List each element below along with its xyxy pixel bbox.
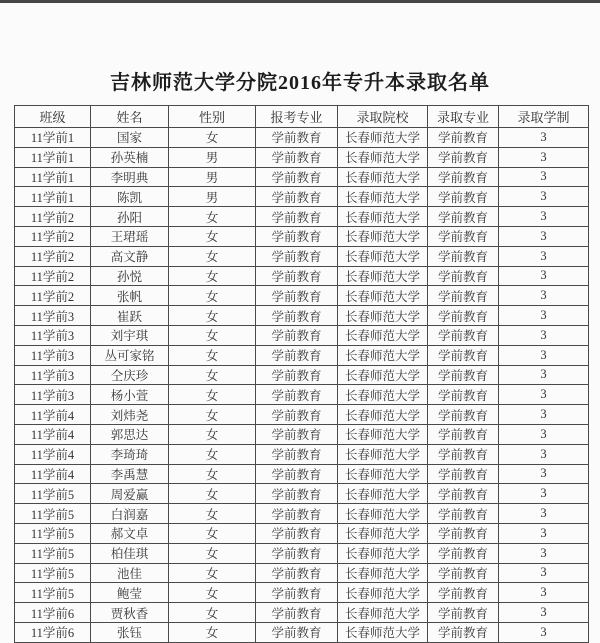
table-row bbox=[15, 464, 589, 484]
table-row bbox=[15, 207, 589, 227]
table-cell: 3 bbox=[499, 345, 589, 365]
table-cell: 11学前3 bbox=[15, 385, 91, 405]
table-cell: 女 bbox=[169, 286, 256, 306]
table-cell: 3 bbox=[499, 306, 589, 326]
table-cell: 女 bbox=[169, 543, 256, 563]
table-cell: 11学前1 bbox=[15, 147, 91, 167]
table-cell: 长春师范大学 bbox=[338, 167, 428, 187]
table-cell: 学前教育 bbox=[428, 345, 499, 365]
table-row bbox=[15, 167, 589, 187]
table-row bbox=[15, 603, 589, 623]
table-cell: 学前教育 bbox=[428, 286, 499, 306]
table-cell: 学前教育 bbox=[256, 128, 338, 148]
table-cell: 3 bbox=[499, 365, 589, 385]
table-cell: 长春师范大学 bbox=[338, 306, 428, 326]
table-cell: 长春师范大学 bbox=[338, 484, 428, 504]
table-row bbox=[15, 266, 589, 286]
table-cell: 3 bbox=[499, 424, 589, 444]
table-cell: 女 bbox=[169, 444, 256, 464]
table-cell: 男 bbox=[169, 187, 256, 207]
table-cell: 长春师范大学 bbox=[338, 246, 428, 266]
table-cell: 学前教育 bbox=[428, 583, 499, 603]
table-cell: 学前教育 bbox=[256, 306, 338, 326]
table-cell: 学前教育 bbox=[256, 603, 338, 623]
table-cell: 女 bbox=[169, 583, 256, 603]
table-cell: 11学前2 bbox=[15, 286, 91, 306]
table-cell: 3 bbox=[499, 325, 589, 345]
table-cell: 女 bbox=[169, 128, 256, 148]
table-cell: 11学前4 bbox=[15, 424, 91, 444]
table-cell: 学前教育 bbox=[256, 484, 338, 504]
table-cell: 11学前6 bbox=[15, 622, 91, 642]
table-cell: 长春师范大学 bbox=[338, 563, 428, 583]
table-cell: 学前教育 bbox=[428, 385, 499, 405]
column-header: 姓名 bbox=[91, 106, 169, 128]
table-cell: 贾秋香 bbox=[91, 603, 169, 623]
table-cell: 女 bbox=[169, 563, 256, 583]
table-cell: 学前教育 bbox=[428, 622, 499, 642]
table-cell: 学前教育 bbox=[428, 444, 499, 464]
table-cell: 女 bbox=[169, 504, 256, 524]
table-cell: 3 bbox=[499, 583, 589, 603]
table-cell: 女 bbox=[169, 365, 256, 385]
table-cell: 女 bbox=[169, 345, 256, 365]
table-cell: 学前教育 bbox=[428, 226, 499, 246]
table-row bbox=[15, 444, 589, 464]
table-cell: 学前教育 bbox=[256, 563, 338, 583]
table-cell: 长春师范大学 bbox=[338, 424, 428, 444]
table-cell: 男 bbox=[169, 167, 256, 187]
table-cell: 长春师范大学 bbox=[338, 385, 428, 405]
table-cell: 11学前5 bbox=[15, 563, 91, 583]
table-cell: 学前教育 bbox=[256, 266, 338, 286]
table-cell: 11学前4 bbox=[15, 444, 91, 464]
table-cell: 女 bbox=[169, 523, 256, 543]
table-row bbox=[15, 405, 589, 425]
table-row bbox=[15, 246, 589, 266]
table-cell: 长春师范大学 bbox=[338, 603, 428, 623]
table-cell: 3 bbox=[499, 444, 589, 464]
table-cell: 11学前5 bbox=[15, 523, 91, 543]
table-cell: 11学前4 bbox=[15, 405, 91, 425]
table-cell: 女 bbox=[169, 226, 256, 246]
table-cell: 长春师范大学 bbox=[338, 444, 428, 464]
table-cell: 学前教育 bbox=[428, 128, 499, 148]
table-cell: 学前教育 bbox=[428, 523, 499, 543]
table-cell: 国家 bbox=[91, 128, 169, 148]
table-cell: 女 bbox=[169, 325, 256, 345]
table-cell: 女 bbox=[169, 405, 256, 425]
table-cell: 学前教育 bbox=[256, 424, 338, 444]
table-cell: 11学前1 bbox=[15, 187, 91, 207]
table-cell: 学前教育 bbox=[256, 622, 338, 642]
column-header: 录取专业 bbox=[428, 106, 499, 128]
table-cell: 11学前5 bbox=[15, 504, 91, 524]
table-cell: 11学前5 bbox=[15, 583, 91, 603]
table-cell: 池佳 bbox=[91, 563, 169, 583]
table-cell: 11学前6 bbox=[15, 603, 91, 623]
table-cell: 刘宇琪 bbox=[91, 325, 169, 345]
table-cell: 杨小萱 bbox=[91, 385, 169, 405]
table-cell: 长春师范大学 bbox=[338, 405, 428, 425]
table-cell: 白润嘉 bbox=[91, 504, 169, 524]
table-row bbox=[15, 622, 589, 642]
table-cell: 长春师范大学 bbox=[338, 187, 428, 207]
table-cell: 学前教育 bbox=[428, 464, 499, 484]
table-cell: 3 bbox=[499, 405, 589, 425]
table-cell: 11学前2 bbox=[15, 246, 91, 266]
table-cell: 学前教育 bbox=[428, 365, 499, 385]
table-cell: 3 bbox=[499, 286, 589, 306]
table-cell: 孙悦 bbox=[91, 266, 169, 286]
table-row bbox=[15, 424, 589, 444]
table-cell: 3 bbox=[499, 187, 589, 207]
table-row bbox=[15, 504, 589, 524]
table-cell: 学前教育 bbox=[256, 504, 338, 524]
table-cell: 3 bbox=[499, 563, 589, 583]
table-cell: 11学前3 bbox=[15, 325, 91, 345]
table-cell: 学前教育 bbox=[256, 523, 338, 543]
table-cell: 女 bbox=[169, 266, 256, 286]
table-cell: 学前教育 bbox=[256, 147, 338, 167]
table-cell: 周爱赢 bbox=[91, 484, 169, 504]
table-row bbox=[15, 128, 589, 148]
table-cell: 学前教育 bbox=[256, 444, 338, 464]
table-cell: 陈凯 bbox=[91, 187, 169, 207]
table-cell: 女 bbox=[169, 603, 256, 623]
table-cell: 3 bbox=[499, 543, 589, 563]
table-row bbox=[15, 147, 589, 167]
table-cell: 王珺瑶 bbox=[91, 226, 169, 246]
table-cell: 张钰 bbox=[91, 622, 169, 642]
table-cell: 长春师范大学 bbox=[338, 365, 428, 385]
column-header: 报考专业 bbox=[256, 106, 338, 128]
table-cell: 3 bbox=[499, 504, 589, 524]
table-cell: 长春师范大学 bbox=[338, 286, 428, 306]
table-cell: 11学前4 bbox=[15, 464, 91, 484]
column-header: 录取院校 bbox=[338, 106, 428, 128]
column-header: 性别 bbox=[169, 106, 256, 128]
table-cell: 学前教育 bbox=[256, 286, 338, 306]
table-cell: 长春师范大学 bbox=[338, 622, 428, 642]
table-cell: 3 bbox=[499, 266, 589, 286]
table-cell: 女 bbox=[169, 306, 256, 326]
table-cell: 长春师范大学 bbox=[338, 464, 428, 484]
table-cell: 郝文卓 bbox=[91, 523, 169, 543]
table-cell: 学前教育 bbox=[428, 325, 499, 345]
table-cell: 11学前3 bbox=[15, 365, 91, 385]
table-cell: 柏佳琪 bbox=[91, 543, 169, 563]
table-cell: 长春师范大学 bbox=[338, 583, 428, 603]
table-cell: 3 bbox=[499, 385, 589, 405]
table-cell: 学前教育 bbox=[256, 543, 338, 563]
table-cell: 长春师范大学 bbox=[338, 523, 428, 543]
table-cell: 女 bbox=[169, 246, 256, 266]
table-cell: 3 bbox=[499, 464, 589, 484]
table-cell: 11学前2 bbox=[15, 226, 91, 246]
table-cell: 学前教育 bbox=[256, 583, 338, 603]
table-cell: 长春师范大学 bbox=[338, 266, 428, 286]
table-cell: 3 bbox=[499, 167, 589, 187]
table-cell: 长春师范大学 bbox=[338, 504, 428, 524]
table-cell: 3 bbox=[499, 603, 589, 623]
table-cell: 学前教育 bbox=[428, 603, 499, 623]
table-cell: 11学前1 bbox=[15, 167, 91, 187]
table-row bbox=[15, 523, 589, 543]
table-row bbox=[15, 563, 589, 583]
table-cell: 张帆 bbox=[91, 286, 169, 306]
table-cell: 学前教育 bbox=[428, 484, 499, 504]
table-cell: 3 bbox=[499, 622, 589, 642]
table-cell: 学前教育 bbox=[256, 246, 338, 266]
table-cell: 学前教育 bbox=[428, 246, 499, 266]
table-cell: 女 bbox=[169, 622, 256, 642]
table-cell: 学前教育 bbox=[428, 266, 499, 286]
table-cell: 学前教育 bbox=[256, 325, 338, 345]
table-cell: 学前教育 bbox=[428, 147, 499, 167]
table-cell: 11学前5 bbox=[15, 543, 91, 563]
table-cell: 学前教育 bbox=[256, 464, 338, 484]
table-cell: 学前教育 bbox=[256, 385, 338, 405]
table-row bbox=[15, 226, 589, 246]
table-cell: 11学前2 bbox=[15, 266, 91, 286]
table-cell: 学前教育 bbox=[428, 207, 499, 227]
table-cell: 女 bbox=[169, 464, 256, 484]
table-cell: 学前教育 bbox=[428, 563, 499, 583]
table-row bbox=[15, 325, 589, 345]
table-cell: 女 bbox=[169, 424, 256, 444]
table-cell: 长春师范大学 bbox=[338, 207, 428, 227]
table-cell: 郭思达 bbox=[91, 424, 169, 444]
table-cell: 3 bbox=[499, 207, 589, 227]
table-cell: 女 bbox=[169, 385, 256, 405]
table-row bbox=[15, 484, 589, 504]
table-cell: 长春师范大学 bbox=[338, 128, 428, 148]
table-cell: 3 bbox=[499, 484, 589, 504]
table-cell: 11学前3 bbox=[15, 306, 91, 326]
table-cell: 李明典 bbox=[91, 167, 169, 187]
table-row bbox=[15, 583, 589, 603]
table-cell: 11学前5 bbox=[15, 484, 91, 504]
page-title: 吉林师范大学分院2016年专升本录取名单 bbox=[110, 72, 490, 94]
table-cell: 学前教育 bbox=[428, 167, 499, 187]
column-header: 录取学制 bbox=[499, 106, 589, 128]
table-row bbox=[15, 543, 589, 563]
table-cell: 长春师范大学 bbox=[338, 147, 428, 167]
table-cell: 3 bbox=[499, 226, 589, 246]
table-row bbox=[15, 187, 589, 207]
table-cell: 刘炜尧 bbox=[91, 405, 169, 425]
table-cell: 鲍莹 bbox=[91, 583, 169, 603]
table-cell: 学前教育 bbox=[428, 306, 499, 326]
table-cell: 3 bbox=[499, 128, 589, 148]
table-cell: 11学前3 bbox=[15, 345, 91, 365]
table-cell: 学前教育 bbox=[256, 405, 338, 425]
table-cell: 学前教育 bbox=[428, 424, 499, 444]
table-cell: 崔跃 bbox=[91, 306, 169, 326]
table-cell: 学前教育 bbox=[428, 504, 499, 524]
table-cell: 丛可家铭 bbox=[91, 345, 169, 365]
table-cell: 学前教育 bbox=[256, 207, 338, 227]
header-row bbox=[15, 106, 589, 128]
table-row bbox=[15, 365, 589, 385]
table-cell: 11学前2 bbox=[15, 207, 91, 227]
table-cell: 学前教育 bbox=[256, 345, 338, 365]
table-cell: 学前教育 bbox=[256, 187, 338, 207]
table-cell: 高文静 bbox=[91, 246, 169, 266]
table-cell: 长春师范大学 bbox=[338, 543, 428, 563]
table-cell: 仝庆珍 bbox=[91, 365, 169, 385]
table-cell: 长春师范大学 bbox=[338, 325, 428, 345]
table-cell: 孙阳 bbox=[91, 207, 169, 227]
table-cell: 11学前1 bbox=[15, 128, 91, 148]
table-cell: 长春师范大学 bbox=[338, 226, 428, 246]
table-cell: 男 bbox=[169, 147, 256, 167]
table-cell: 学前教育 bbox=[428, 543, 499, 563]
table-row bbox=[15, 306, 589, 326]
table-cell: 长春师范大学 bbox=[338, 345, 428, 365]
table-row bbox=[15, 286, 589, 306]
table-cell: 学前教育 bbox=[256, 226, 338, 246]
column-header: 班级 bbox=[15, 106, 91, 128]
table-cell: 学前教育 bbox=[428, 405, 499, 425]
table-cell: 李禹慧 bbox=[91, 464, 169, 484]
table-cell: 学前教育 bbox=[428, 187, 499, 207]
table-cell: 李琦琦 bbox=[91, 444, 169, 464]
table-cell: 女 bbox=[169, 207, 256, 227]
table-cell: 孙英楠 bbox=[91, 147, 169, 167]
table-cell: 学前教育 bbox=[256, 365, 338, 385]
admission-table bbox=[14, 105, 589, 643]
window-top-bar bbox=[0, 0, 600, 3]
table-row bbox=[15, 345, 589, 365]
table-cell: 3 bbox=[499, 147, 589, 167]
table-cell: 女 bbox=[169, 484, 256, 504]
table-cell: 3 bbox=[499, 246, 589, 266]
table-cell: 学前教育 bbox=[256, 167, 338, 187]
table-row bbox=[15, 385, 589, 405]
table-cell: 3 bbox=[499, 523, 589, 543]
table-body bbox=[15, 128, 589, 643]
